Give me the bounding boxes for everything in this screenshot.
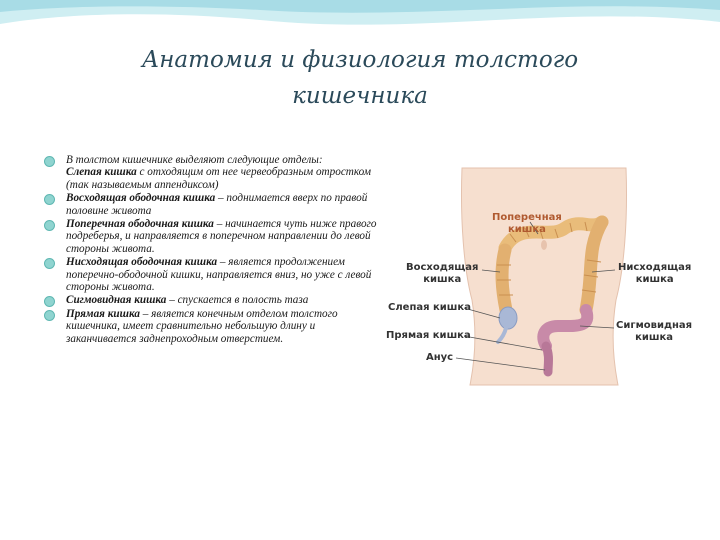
colon-anatomy-figure — [380, 150, 710, 390]
bullet-text: – спускается в полость таза — [166, 294, 309, 307]
bullet-list — [44, 154, 384, 346]
cecum-shape — [499, 307, 517, 329]
bullet-text: – является продолжением поперечно-ободочной кишки, направляется вниз, но уже с левой стороны живота. — [66, 256, 372, 294]
label-descending — [618, 262, 691, 286]
bullet-item — [44, 294, 384, 306]
bullet-item — [44, 154, 384, 191]
label-sigmoid-line-1: Сигмовидная — [616, 320, 693, 331]
label-cecum: Слепая кишка — [388, 302, 471, 313]
bullet-item — [44, 256, 384, 293]
label-rectum: Прямая кишка — [386, 330, 471, 341]
label-ascending-line-1: Восходящая — [406, 262, 479, 273]
rectum-shape — [546, 346, 549, 372]
bullet-icon — [44, 310, 55, 321]
title-line-1: Анатомия и физиология толстого — [141, 47, 579, 73]
bullet-item — [44, 192, 384, 217]
bullet-text: – начинается чуть ниже правого подреберья, и направляется в поперечном направлении до левой стороны живота. — [66, 218, 377, 255]
label-transverse-line-1: Поперечная — [492, 212, 562, 223]
bullet-term: Поперечная ободочная кишка — [66, 218, 214, 231]
bullet-term: Сигмовидная кишка — [66, 294, 167, 307]
label-anus: Анус — [426, 352, 454, 363]
bullet-icon — [44, 220, 55, 231]
label-sigmoid — [616, 320, 692, 344]
bullet-icon — [44, 194, 55, 205]
slide-title — [60, 42, 660, 114]
label-descending-line-2: кишка — [635, 274, 674, 285]
label-ascending — [406, 262, 478, 286]
label-transverse — [492, 212, 562, 236]
label-ascending-line-2: кишка — [423, 274, 462, 285]
bullet-icon — [44, 296, 55, 307]
bullet-text: – является конечным отделом толстого кишечника, имеет сравнительно небольшую длину и заканчивается заднепроходным отверстием. — [66, 307, 338, 345]
bullet-term: Прямая кишка — [66, 307, 140, 320]
label-sigmoid-line-2: кишка — [635, 332, 674, 343]
title-line-2: кишечника — [292, 83, 428, 109]
bullet-item — [44, 308, 384, 345]
bullet-term: Восходящая ободочная кишка — [66, 192, 216, 205]
bullet-icon — [44, 258, 55, 269]
bullet-text: с отходящим от нее червеобразным отростком (так называемым аппендиксом) — [66, 166, 371, 191]
bullet-icon — [44, 156, 55, 167]
bullet-item — [44, 218, 384, 255]
bullet-term: Нисходящая ободочная кишка — [66, 256, 218, 269]
bullet-term: Слепая кишка — [66, 166, 137, 179]
label-descending-line-1: Нисходящая — [618, 262, 692, 273]
bullet-intro: В толстом кишечнике выделяют следующие отделы: — [66, 154, 323, 166]
bullet-text: – поднимается вверх по правой половине живота — [66, 192, 368, 217]
label-transverse-line-2: кишка — [507, 224, 546, 235]
